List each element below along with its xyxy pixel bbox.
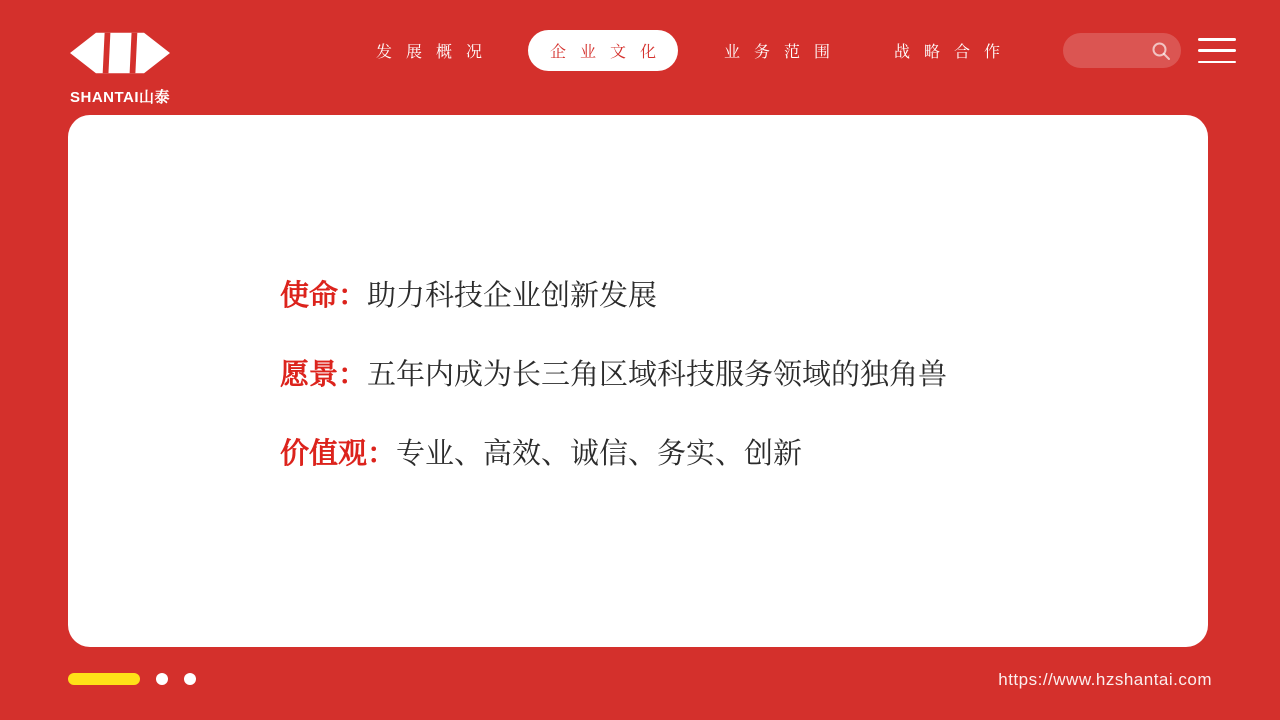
nav-item-corporate-culture[interactable]: 企业文化 (528, 30, 678, 71)
nav-item-strategic-cooperation[interactable]: 战略合作 (894, 43, 1015, 61)
pagination-dot[interactable] (184, 673, 196, 685)
vision-text: 五年内成为长三角区域科技服务领域的独角兽 (367, 358, 948, 391)
main-nav (358, 32, 1018, 68)
shantai-logo-icon (70, 28, 170, 83)
search-icon[interactable] (1151, 41, 1171, 61)
values-text: 专业、高效、诚信、务实、创新 (396, 437, 803, 470)
mission-label: 使命： (280, 280, 368, 312)
hamburger-line (1198, 49, 1236, 52)
search-box[interactable] (1063, 33, 1181, 68)
mission-row (280, 279, 1208, 314)
pagination-dot[interactable] (156, 673, 168, 685)
slide-pagination (68, 673, 196, 685)
mission-text: 助力科技企业创新发展 (367, 280, 658, 312)
website-url: https://www.hzshantai.com (998, 670, 1212, 689)
hamburger-line (1198, 38, 1236, 41)
pagination-indicator-active[interactable] (68, 673, 140, 685)
brand-name: SHANTAI山泰 (70, 89, 171, 106)
content-card (68, 115, 1208, 647)
values-label: 价值观： (280, 437, 397, 470)
hamburger-line (1198, 61, 1236, 64)
values-row (280, 437, 1208, 472)
header (0, 0, 1280, 106)
nav-item-development-overview[interactable]: 发展概况 (376, 43, 497, 61)
search-input[interactable] (1063, 43, 1151, 59)
vision-label: 愿景： (280, 358, 368, 391)
vision-row (280, 358, 1208, 393)
brand-logo[interactable] (70, 28, 170, 107)
hamburger-menu-icon[interactable] (1198, 38, 1236, 63)
nav-item-business-scope[interactable]: 业务范围 (724, 43, 845, 61)
